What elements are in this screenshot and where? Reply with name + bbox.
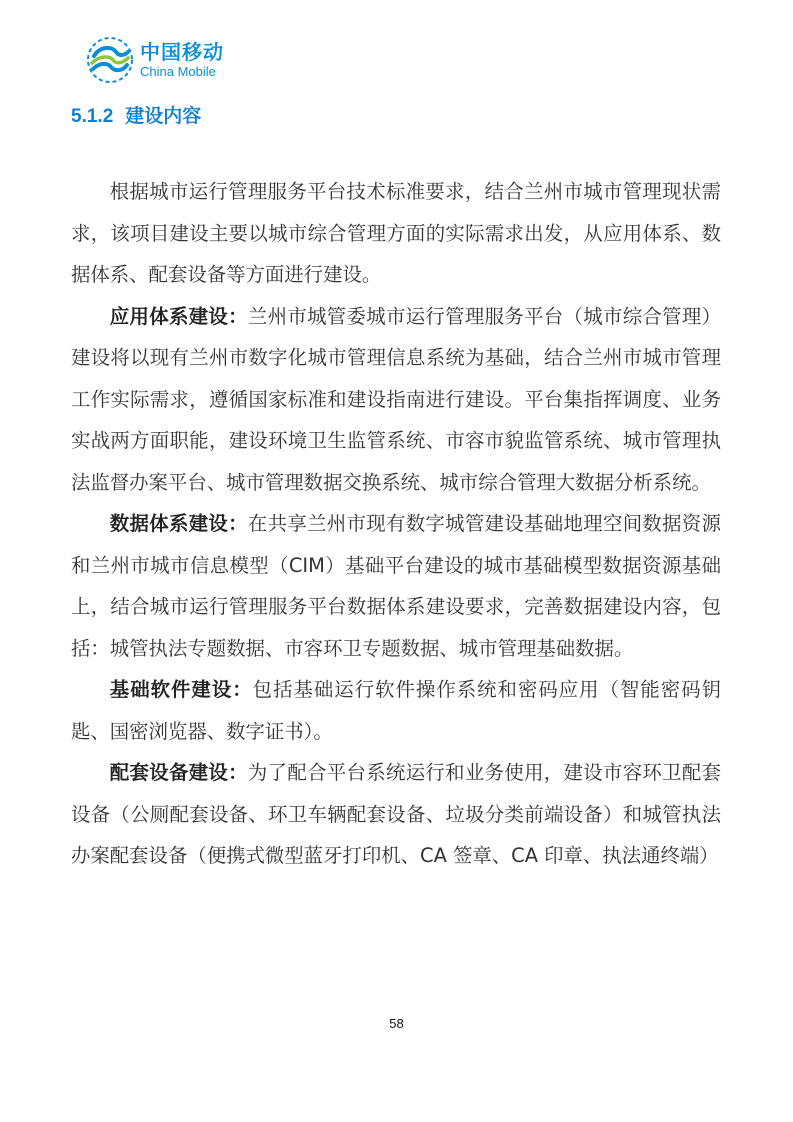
section-number: 5.1.2 — [71, 106, 114, 127]
paragraph-supporting-equipment — [71, 752, 721, 877]
paragraph-data-system — [71, 503, 721, 669]
section-heading — [71, 101, 201, 128]
paragraph-label: 数据体系建设： — [109, 512, 248, 535]
paragraph-label: 应用体系建设： — [109, 304, 248, 328]
paragraph-label: 配套设备建设： — [109, 761, 248, 784]
paragraph-text: 兰州市城管委城市运行管理服务平台（城市综合管理）建设将以现有兰州市数字化城市管理信息系统为基础，结合兰州市城市管理工作实际需求，遵循国家标准和建设指南进行建设。平台集指挥调度、业务实战两方面职能，建设环境卫生监管系统、市容市貌监管系统、城市管理执法监督办案平台、城市管理数据交换系统、城市综合管理大数据分析系统。 — [71, 304, 722, 494]
paragraph-base-software — [71, 669, 721, 752]
china-mobile-logo — [86, 36, 224, 84]
logo-chinese-name: 中国移动 — [140, 40, 224, 64]
section-title: 建设内容 — [125, 105, 202, 127]
paragraph-text: 为了配合平台系统运行和业务使用，建设市容环卫配套设备（公厕配套设备、环卫车辆配套设备、垃圾分类前端设备）和城管执法办案配套设备（便携式微型蓝牙打印机、CA 签章、CA 印章、执法通终端） — [71, 761, 722, 867]
paragraph-text: 在共享兰州市现有数字城管建设基础地理空间数据资源和兰州市城市信息模型（CIM）基础平台建设的城市基础模型数据资源基础上，结合城市运行管理服务平台数据体系建设要求，完善数据建设内容，包括：城管执法专题数据、市容环卫专题数据、城市管理基础数据。 — [71, 512, 722, 660]
paragraph-intro — [71, 171, 721, 296]
document-body — [71, 171, 721, 877]
logo-english-name: China Mobile — [140, 64, 216, 79]
china-mobile-logo-icon — [86, 36, 134, 84]
paragraph-application-system — [71, 296, 721, 504]
paragraph-text: 根据城市运行管理服务平台技术标准要求，结合兰州市城市管理现状需求，该项目建设主要以城市综合管理方面的实际需求出发，从应用体系、数据体系、配套设备等方面进行建设。 — [71, 180, 721, 286]
page-number: 58 — [389, 1016, 404, 1031]
paragraph-label: 基础软件建设： — [109, 678, 253, 701]
paragraph-text: 包括基础运行软件操作系统和密码应用（智能密码钥匙、国密浏览器、数字证书）。 — [71, 678, 722, 743]
